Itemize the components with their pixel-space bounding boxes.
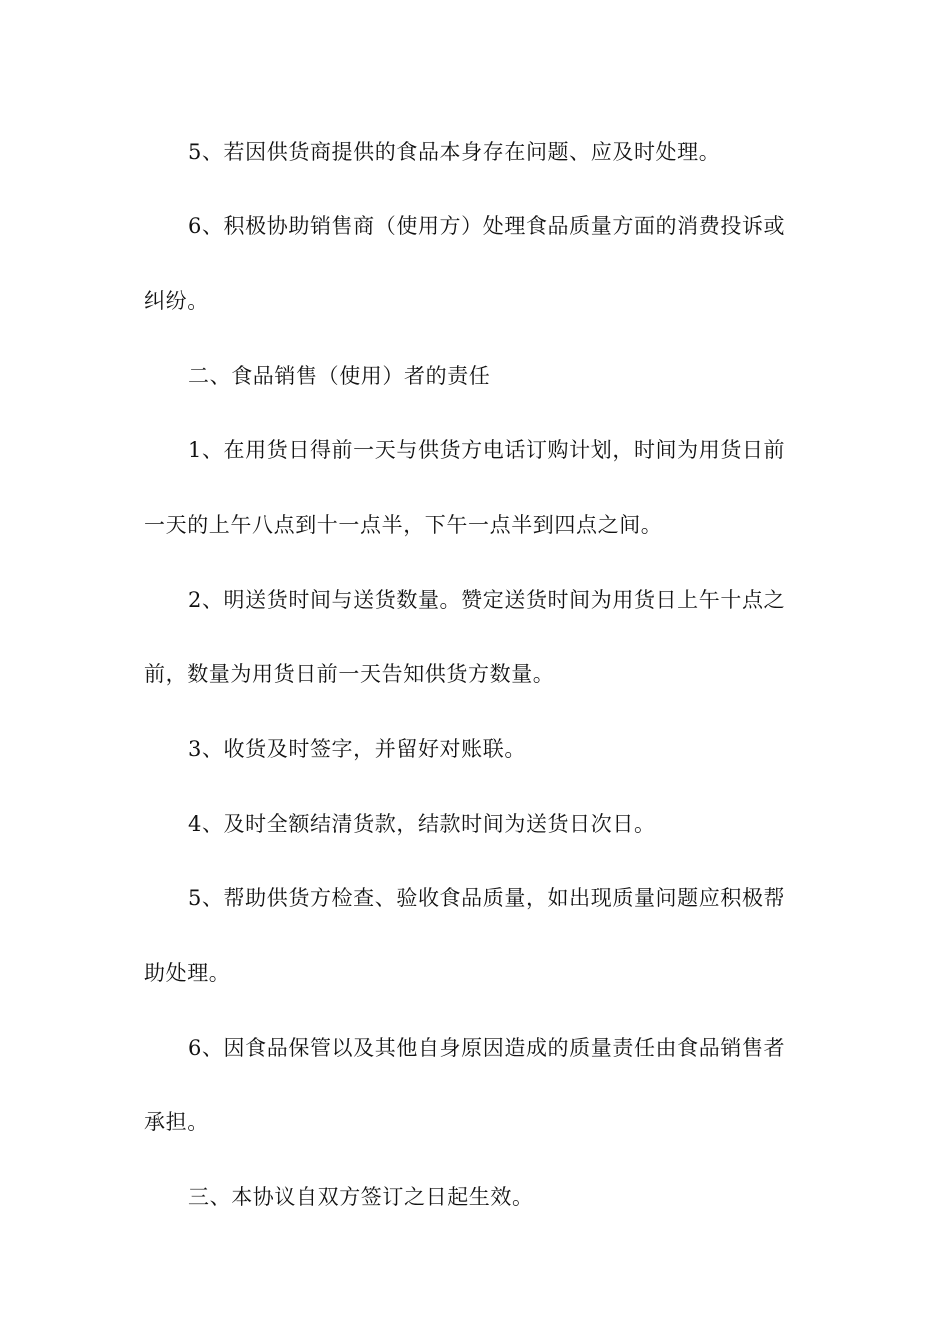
paragraph-line: 一天的上午八点到十一点半，下午一点半到四点之间。 <box>144 513 663 537</box>
paragraph-line: 助处理。 <box>144 961 231 985</box>
paragraph-line: 纠纷。 <box>144 289 209 313</box>
paragraph-line: 前，数量为用货日前一天告知供货方数量。 <box>144 662 555 686</box>
paragraph-line: 5、若因供货商提供的食品本身存在问题、应及时处理。 <box>188 140 721 164</box>
section-heading: 三、本协议自双方签订之日起生效。 <box>188 1185 534 1209</box>
paragraph-line: 3、收货及时签字，并留好对账联。 <box>188 737 526 761</box>
paragraph-line: 6、积极协助销售商（使用方）处理食品质量方面的消费投诉或 <box>188 214 786 238</box>
paragraph-line: 6、因食品保管以及其他自身原因造成的质量责任由食品销售者 <box>188 1036 786 1060</box>
paragraph-line: 承担。 <box>144 1110 209 1134</box>
section-heading: 二、食品销售（使用）者的责任 <box>188 364 491 388</box>
paragraph-line: 2、明送货时间与送货数量。赞定送货时间为用货日上午十点之 <box>188 588 786 612</box>
paragraph-line: 5、帮助供货方检查、验收食品质量，如出现质量问题应积极帮 <box>188 886 786 910</box>
paragraph-line: 4、及时全额结清货款，结款时间为送货日次日。 <box>188 812 656 836</box>
paragraph-line: 1、在用货日得前一天与供货方电话订购计划，时间为用货日前 <box>188 438 786 462</box>
